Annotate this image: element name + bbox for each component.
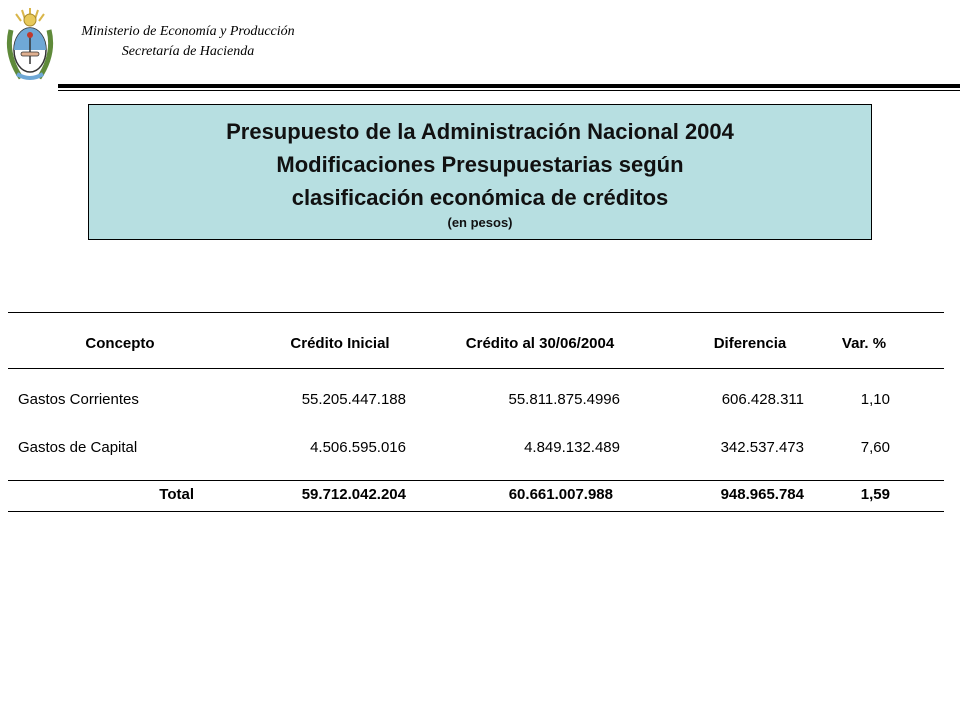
header-rule-thick bbox=[58, 84, 960, 88]
row-credito-inicial: 4.506.595.016 bbox=[310, 439, 406, 456]
total-top-rule bbox=[8, 480, 944, 481]
row-var: 7,60 bbox=[860, 439, 890, 456]
column-header-diferencia: Diferencia bbox=[713, 335, 787, 352]
total-credito-actual: 60.661.007.988 bbox=[508, 486, 613, 503]
column-header-concepto: Concepto bbox=[85, 335, 155, 352]
header-bottom-rule bbox=[8, 368, 944, 369]
row-concepto: Gastos Corrientes bbox=[18, 391, 139, 408]
total-diferencia: 948.965.784 bbox=[720, 486, 804, 503]
row-diferencia: 342.537.473 bbox=[720, 439, 804, 456]
title-unit: (en pesos) bbox=[447, 215, 513, 230]
header-rule-thin bbox=[58, 90, 960, 91]
total-label: Total bbox=[159, 486, 194, 503]
title-line-3: clasificación económica de créditos bbox=[291, 185, 669, 210]
column-header-var: Var. % bbox=[841, 335, 887, 352]
total-var: 1,59 bbox=[860, 486, 890, 503]
row-var: 1,10 bbox=[860, 391, 890, 408]
row-diferencia: 606.428.311 bbox=[721, 391, 804, 408]
title-line-1: Presupuesto de la Administración Nacional 2004 bbox=[226, 119, 734, 144]
coat-of-arms-icon bbox=[5, 6, 55, 84]
column-header-credito-actual: Crédito al 30/06/2004 bbox=[465, 335, 615, 352]
secretariat-name: Secretaría de Hacienda bbox=[121, 44, 255, 59]
row-credito-actual: 55.811.875.4996 bbox=[508, 391, 620, 408]
column-header-credito-inicial: Crédito Inicial bbox=[290, 335, 390, 352]
ministry-heading bbox=[58, 22, 318, 62]
title-box bbox=[88, 104, 872, 240]
title-line-2: Modificaciones Presupuestarias según bbox=[276, 152, 684, 177]
total-credito-inicial: 59.712.042.204 bbox=[301, 486, 406, 503]
row-credito-inicial: 55.205.447.188 bbox=[301, 391, 406, 408]
table-bottom-rule bbox=[8, 511, 944, 512]
row-credito-actual: 4.849.132.489 bbox=[524, 439, 620, 456]
row-concepto: Gastos de Capital bbox=[18, 439, 138, 456]
page-header bbox=[0, 0, 960, 92]
ministry-name: Ministerio de Economía y Producción bbox=[81, 24, 295, 39]
table-top-rule bbox=[8, 312, 944, 313]
